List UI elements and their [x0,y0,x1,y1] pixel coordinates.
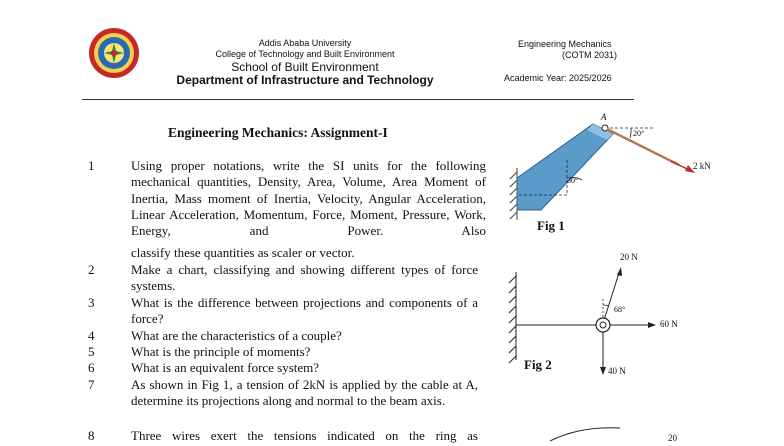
force-60n-label: 60 N [660,319,678,329]
wall-hatch-2 [509,272,516,363]
figure-3-partial [540,424,720,441]
question-text: What are the characteristics of a couple? [131,328,342,343]
ring-inner [600,322,606,328]
question-text: What is an equivalent force system? [131,360,320,375]
course-name: Engineering Mechanics [518,39,612,49]
question-number: 7 [88,377,95,392]
question-text: Using proper notations, write the SI units for the following mechanical quantities, Density, Area, Volume, Area Moment of Inertia, Mass moment of Inertia, Velocity, Angular Acceleration, Linear Acceleration, Momentum, Force, Moment, Pressure, Work, Energy, and Power. Also [131,158,486,239]
figure-1 [495,110,720,240]
question-number: 8 [88,428,95,443]
figure-1-drawing [495,110,720,240]
figure-3-drawing [540,424,720,441]
point-a-label: A [601,112,607,122]
question-number: 6 [88,360,95,375]
department-name: Department of Infrastructure and Technology [176,73,434,87]
question-text: Three wires exert the tensions indicated on the ring as [131,428,478,443]
angle-20-label: 20° [633,129,645,138]
academic-year: Academic Year: 2025/2026 [504,73,612,83]
figure-2 [500,250,700,382]
question-number: 4 [88,328,95,343]
angle-arc-20 [630,128,631,138]
force-60n-head [648,322,656,328]
figure-3-arc [550,428,620,441]
angle-68-label: 68° [614,305,626,314]
question-text: Make a chart, classifying and showing different types of force systems. [131,262,478,294]
question-text: As shown in Fig 1, a tension of 2kN is applied by the cable at A, determine its projections along and normal to the beam axis. [131,377,478,409]
fig-1-caption: Fig 1 [537,218,565,233]
beam [517,124,613,210]
question-text-tail: classify these quantities as scaler or vector. [131,245,355,260]
question-text: What is the principle of moments? [131,344,311,359]
question-number: 1 [88,158,95,173]
header-divider [82,99,634,100]
question-number: 2 [88,262,95,277]
university-logo [88,27,140,79]
force-20n-head [617,267,622,276]
question-number: 5 [88,344,95,359]
angle-30-label: 30° [567,176,579,185]
force-40n-label: 40 N [608,366,626,376]
force-2kn-label: 2 kN [693,161,711,171]
force-20n-label: 20 N [620,252,638,262]
university-name: Addis Ababa University [258,38,352,48]
course-code: (COTM 2031) [562,50,618,60]
figure-3-value: 20 [668,433,677,443]
assignment-title: Engineering Mechanics: Assignment-I [168,125,388,140]
question-number: 3 [88,295,95,310]
school-name: School of Built Environment [231,60,379,74]
angle-arc-68 [603,305,609,306]
fig-2-caption: Fig 2 [524,357,552,372]
question-text: What is the difference between projections and components of a force? [131,295,478,327]
college-name: College of Technology and Built Environment [215,49,395,59]
force-40n-head [600,367,606,375]
